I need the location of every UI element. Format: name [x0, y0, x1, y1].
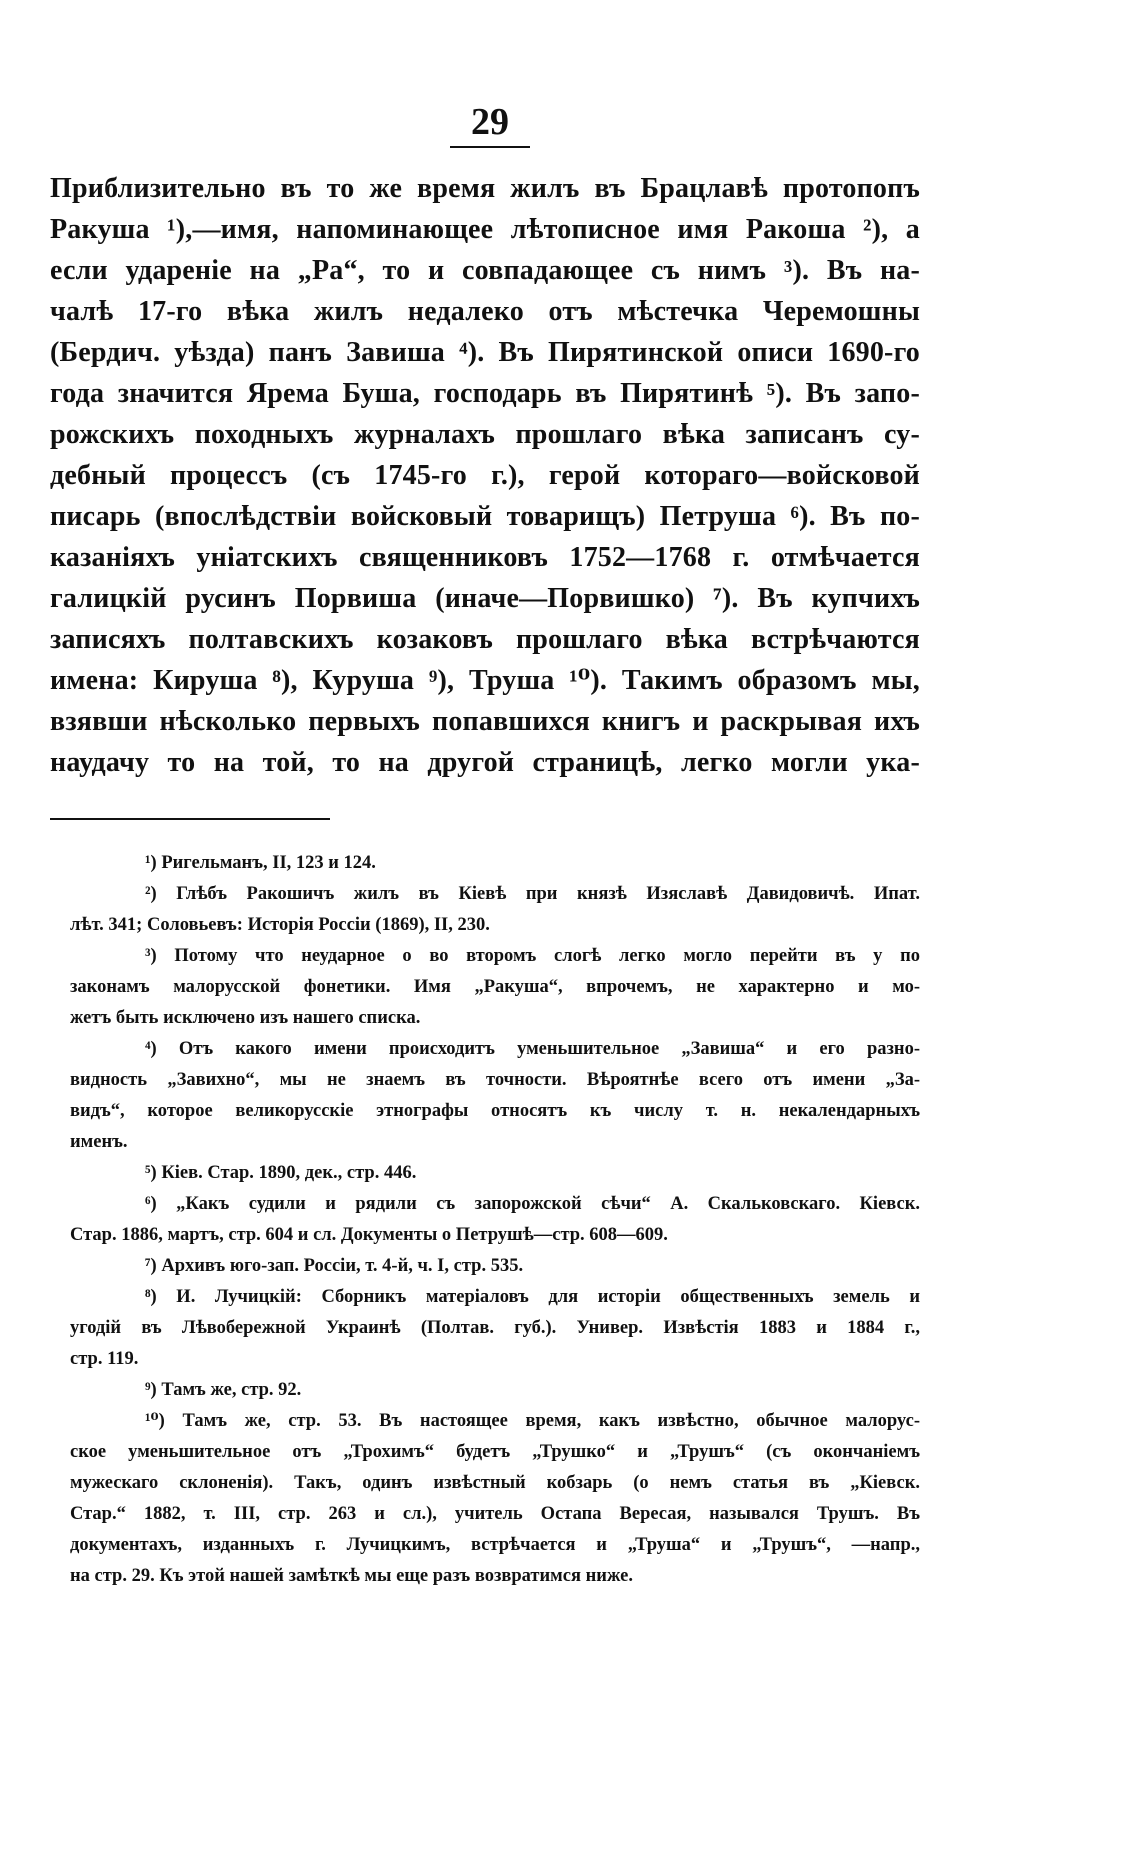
main-text	[50, 168, 920, 783]
main-text-line: рожскихъ походныхъ журналахъ прошлаго вѣка записанъ су-	[50, 419, 920, 450]
footnote-line: видъ“, которое великорусскіе этнографы относятъ къ числу т. н. некалендарныхъ	[70, 1101, 920, 1121]
main-text-line: если удареніе на „Ра“, то и совпадающее съ нимъ ³). Въ на-	[50, 255, 920, 286]
main-text-line: дебный процессъ (съ 1745-го г.), герой котораго—войсковой	[50, 460, 920, 491]
footnotes	[70, 848, 920, 1592]
footnote-line: ¹) Ригельманъ, II, 123 и 124.	[145, 853, 376, 873]
page-number-rule	[450, 146, 530, 148]
footnote-line: жетъ быть исключено изъ нашего списка.	[70, 1008, 421, 1028]
footnote-line: ³) Потому что неударное о во второмъ слогѣ легко могло перейти въ у по	[145, 946, 920, 966]
main-text-line: записяхъ полтавскихъ козаковъ прошлаго вѣка встрѣчаются	[50, 624, 920, 655]
main-text-line: Приблизительно въ то же время жилъ въ Брацлавѣ протопопъ	[50, 173, 920, 204]
footnote-line: видность „Завихно“, мы не знаемъ въ точности. Вѣроятнѣе всего отъ имени „За-	[70, 1070, 920, 1090]
footnote-line: ¹⁰) Тамъ же, стр. 53. Въ настоящее время, какъ извѣстно, обычное малорус-	[145, 1411, 920, 1431]
footnote-line: ⁹) Тамъ же, стр. 92.	[145, 1380, 302, 1400]
main-text-line: взявши нѣсколько первыхъ попавшихся книгъ и раскрывая ихъ	[50, 706, 920, 737]
footnote-line: мужескаго склоненія). Такъ, одинъ извѣстный кобзарь (о немъ статья въ „Кіевск.	[70, 1473, 920, 1493]
main-text-line: имена: Кируша ⁸), Куруша ⁹), Труша ¹⁰). Такимъ образомъ мы,	[50, 665, 920, 696]
footnote-line: ²) Глѣбъ Ракошичъ жилъ въ Кіевѣ при князѣ Изяславѣ Давидовичѣ. Ипат.	[145, 884, 920, 904]
main-text-line: чалѣ 17-го вѣка жилъ недалеко отъ мѣстечка Черемошны	[50, 296, 920, 327]
main-text-line: Ракуша ¹),—имя, напоминающее лѣтописное имя Ракоша ²), а	[50, 214, 920, 245]
footnote-line: угодій въ Лѣвобережной Украинѣ (Полтав. губ.). Универ. Извѣстія 1883 и 1884 г.,	[70, 1318, 920, 1338]
footnote-line: на стр. 29. Къ этой нашей замѣткѣ мы еще разъ возвратимся ниже.	[70, 1566, 633, 1586]
footnote-line: лѣт. 341; Соловьевъ: Исторія Россіи (1869), II, 230.	[70, 915, 490, 935]
main-text-line: года значится Ярема Буша, господарь въ Пирятинѣ ⁵). Въ запо-	[50, 378, 920, 409]
footnote-line: ⁷) Архивъ юго-зап. Россіи, т. 4-й, ч. I, стр. 535.	[145, 1256, 524, 1276]
main-text-line: (Бердич. уѣзда) панъ Завиша ⁴). Въ Пирятинской описи 1690-го	[50, 337, 920, 368]
main-text-line: галицкій русинъ Порвиша (иначе—Порвишко) ⁷). Въ купчихъ	[50, 583, 920, 614]
footnote-line: ⁵) Кіев. Стар. 1890, дек., стр. 446.	[145, 1163, 417, 1183]
footnote-line: именъ.	[70, 1132, 128, 1152]
footnote-line: стр. 119.	[70, 1349, 139, 1369]
footnote-separator	[50, 818, 330, 820]
footnote-line: ⁸) И. Лучицкій: Сборникъ матеріаловъ для исторіи общественныхъ земель и	[145, 1287, 920, 1307]
footnote-line: Стар.“ 1882, т. III, стр. 263 и сл.), учитель Остапа Вересая, назывался Трушъ. Въ	[70, 1504, 920, 1524]
main-text-line: наудачу то на той, то на другой страницѣ, легко могли ука-	[50, 747, 920, 778]
footnote-line: ское уменьшительное отъ „Трохимъ“ будетъ „Трушко“ и „Трушъ“ (съ окончаніемъ	[70, 1442, 920, 1462]
footnote-line: документахъ, изданныхъ г. Лучицкимъ, встрѣчается и „Труша“ и „Трушъ“, —напр.,	[70, 1535, 920, 1555]
page-number: 29	[471, 101, 509, 143]
footnote-line: Стар. 1886, мартъ, стр. 604 и сл. Документы о Петрушѣ—стр. 608—609.	[70, 1225, 668, 1245]
footnote-line: ⁴) Отъ какого имени происходитъ уменьшительное „Завиша“ и его разно-	[145, 1039, 920, 1059]
footnote-line: законамъ малорусской фонетики. Имя „Ракуша“, впрочемъ, не характерно и мо-	[70, 977, 920, 997]
main-text-line: казаніяхъ уніатскихъ священниковъ 1752—1768 г. отмѣчается	[50, 542, 920, 573]
main-text-line: писарь (впослѣдствіи войсковый товарищъ) Петруша ⁶). Въ по-	[50, 501, 920, 532]
footnote-line: ⁶) „Какъ судили и рядили съ запорожской сѣчи“ А. Скальковскаго. Кіевск.	[145, 1194, 920, 1214]
